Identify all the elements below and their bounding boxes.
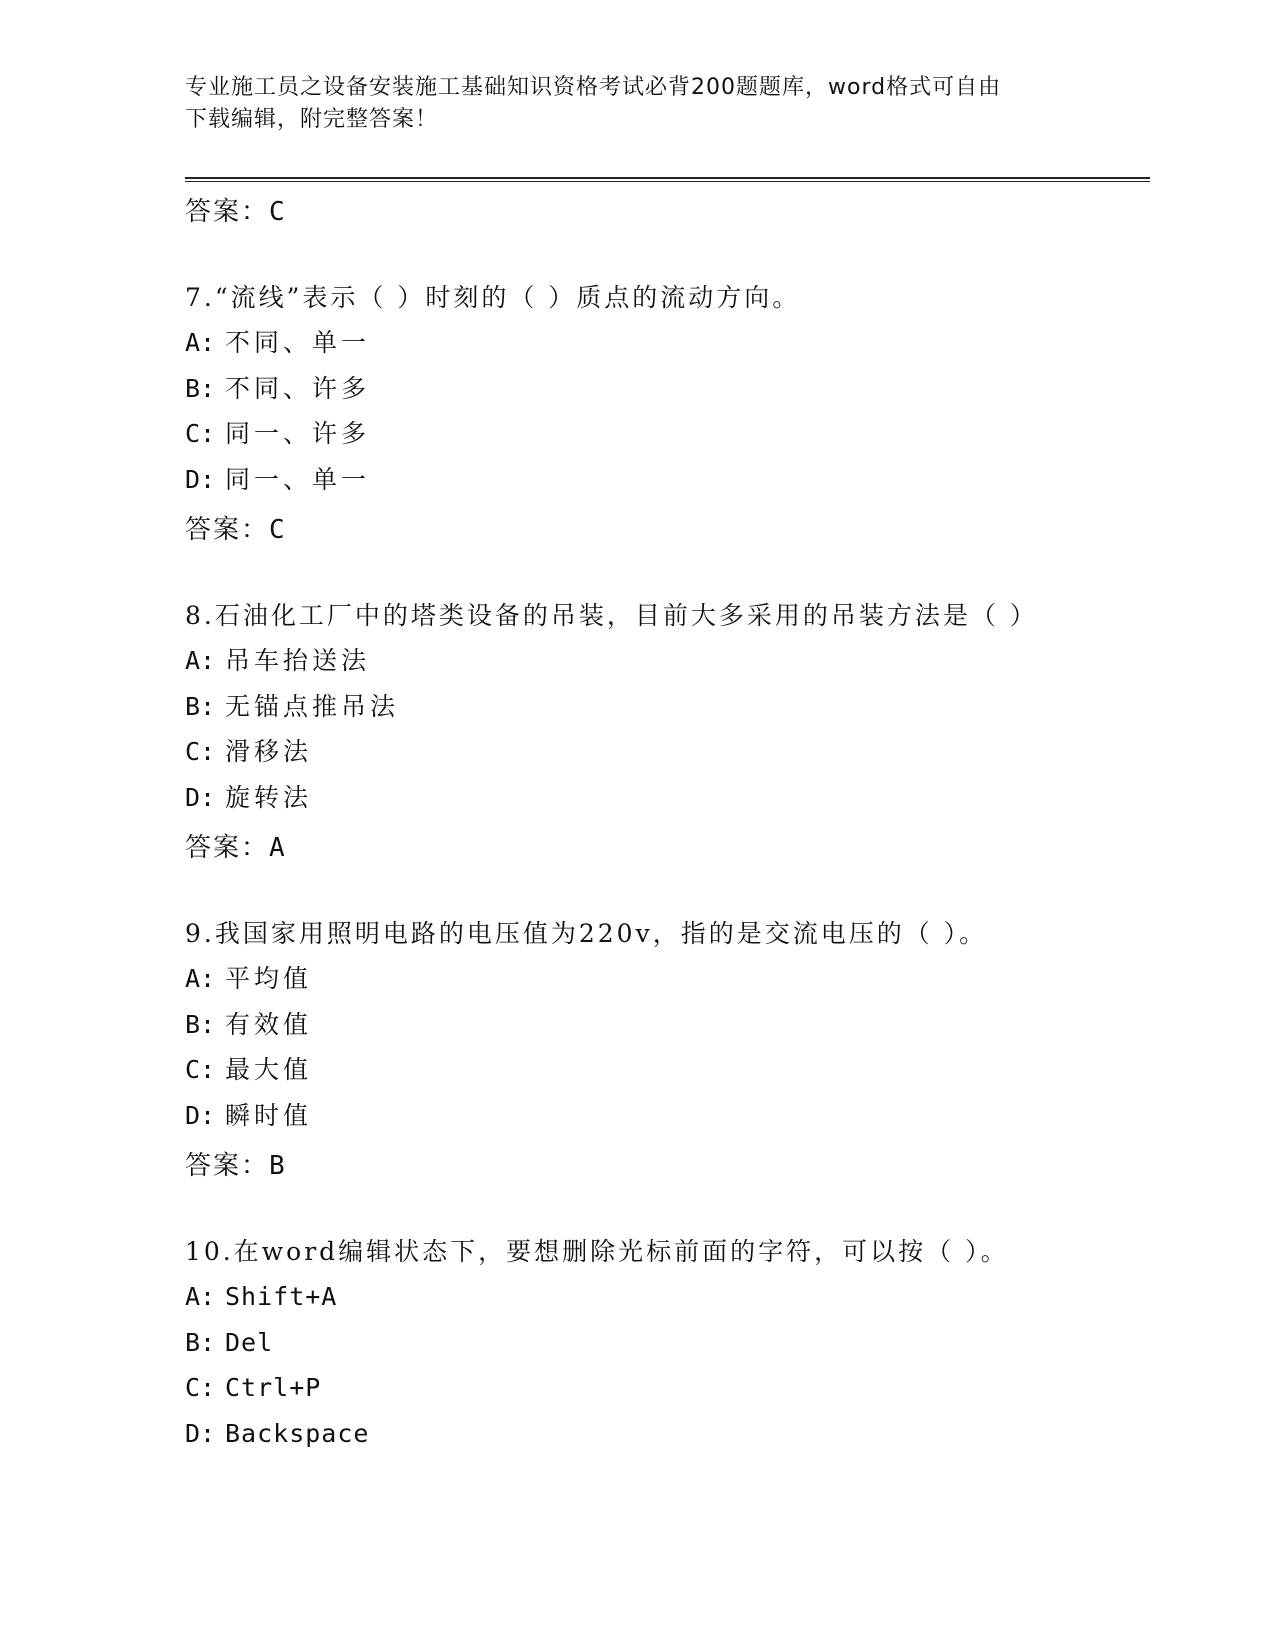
question-text: 10.在word编辑状态下，要想删除光标前面的字符，可以按（ ）。 xyxy=(185,1237,1009,1266)
option-letter: D: xyxy=(185,782,216,812)
option-c xyxy=(185,735,1145,781)
option-text: Shift+A xyxy=(225,1282,338,1311)
option-letter: C: xyxy=(185,419,216,448)
header-divider-thick xyxy=(185,177,1150,179)
option-letter: D: xyxy=(185,1100,216,1130)
answer-value: C xyxy=(269,515,285,545)
option-a xyxy=(185,326,1145,372)
option-letter: D: xyxy=(185,464,216,494)
option-text: 有效值 xyxy=(225,1009,313,1039)
option-b xyxy=(185,690,1145,736)
answer-value: C xyxy=(269,197,285,227)
option-letter: B: xyxy=(185,1327,216,1357)
option-c xyxy=(185,417,1145,463)
option-d xyxy=(185,781,1145,827)
option-text: 平均值 xyxy=(225,964,313,993)
option-b xyxy=(185,1326,1145,1372)
answer-line xyxy=(185,513,1145,553)
option-letter: B: xyxy=(185,691,216,721)
header-line-2: 下载编辑，附完整答案！ xyxy=(185,107,439,132)
option-text: 不同、单一 xyxy=(225,328,371,357)
answer-line xyxy=(185,831,1145,871)
header-divider-thin xyxy=(185,181,1150,182)
option-letter: D: xyxy=(185,1418,216,1448)
answer-label: 答案： xyxy=(185,833,270,863)
question-block-10 xyxy=(185,1235,1145,1462)
question-text: 7.“流线”表示（ ）时刻的（ ）质点的流动方向。 xyxy=(185,283,801,312)
option-text: 旋转法 xyxy=(225,782,313,812)
option-letter: C: xyxy=(185,737,216,766)
option-a xyxy=(185,962,1145,1008)
answer-value: A xyxy=(269,833,285,863)
option-text: 不同、许多 xyxy=(225,373,371,403)
option-a xyxy=(185,1280,1145,1326)
option-c xyxy=(185,1053,1145,1099)
option-text: 同一、单一 xyxy=(225,464,371,494)
option-letter: C: xyxy=(185,1055,216,1084)
question-text: 8.石油化工厂中的塔类设备的吊装，目前大多采用的吊装方法是（ ） xyxy=(185,601,1038,630)
document-header xyxy=(185,72,1065,136)
option-text: 无锚点推吊法 xyxy=(225,691,400,721)
option-a xyxy=(185,644,1145,690)
answer-label: 答案： xyxy=(185,1151,270,1181)
option-letter: A: xyxy=(185,1282,216,1311)
option-letter: A: xyxy=(185,646,216,675)
answer-label: 答案： xyxy=(185,515,270,545)
header-line-1: 专业施工员之设备安装施工基础知识资格考试必背200题题库，word格式可自由 xyxy=(185,75,1002,100)
answer-line-prev xyxy=(185,195,1145,235)
option-text: 滑移法 xyxy=(225,737,313,766)
option-text: Ctrl+P xyxy=(225,1373,322,1402)
option-text: 同一、许多 xyxy=(225,419,371,448)
option-letter: A: xyxy=(185,328,216,357)
answer-label: 答案： xyxy=(185,197,270,227)
option-letter: A: xyxy=(185,964,216,993)
option-d xyxy=(185,1417,1145,1463)
answer-line xyxy=(185,1149,1145,1189)
question-block-9 xyxy=(185,917,1145,1189)
option-letter: B: xyxy=(185,1009,216,1039)
question-block-8 xyxy=(185,599,1145,871)
option-text: Backspace xyxy=(225,1418,370,1448)
answer-value: B xyxy=(269,1151,285,1181)
option-text: Del xyxy=(225,1327,274,1357)
option-c xyxy=(185,1371,1145,1417)
option-text: 瞬时值 xyxy=(225,1100,313,1130)
option-letter: C: xyxy=(185,1373,216,1402)
option-text: 吊车抬送法 xyxy=(225,646,371,675)
option-b xyxy=(185,372,1145,418)
option-d xyxy=(185,463,1145,509)
question-list xyxy=(185,190,1145,1462)
option-text: 最大值 xyxy=(225,1055,313,1084)
option-d xyxy=(185,1099,1145,1145)
option-letter: B: xyxy=(185,373,216,403)
option-b xyxy=(185,1008,1145,1054)
question-text: 9.我国家用照明电路的电压值为220v，指的是交流电压的（ ）。 xyxy=(185,919,988,948)
question-block-7 xyxy=(185,281,1145,553)
